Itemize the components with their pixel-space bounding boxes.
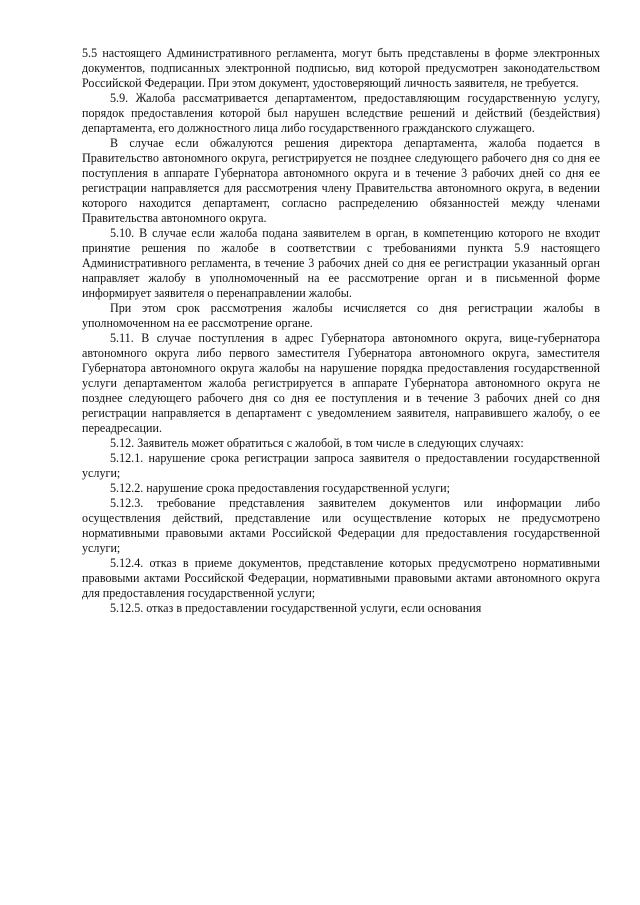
- paragraph-5-12-3: 5.12.3. требование представления заявителем документов или информации либо осуществления действий, представление или осуществление которых не предусмотрено нормативными правовыми актами Российской Федерации для предоставления государственной услуги;: [82, 496, 600, 555]
- paragraph-5-12-4: 5.12.4. отказ в приеме документов, представление которых предусмотрено нормативными правовыми актами Российской Федерации, нормативными правовыми актами автономного округа для предоставления государственной услуги;: [82, 556, 600, 600]
- paragraph-5-12-5: 5.12.5. отказ в предоставлении государственной услуги, если основания: [110, 601, 482, 615]
- paragraph-5-12: 5.12. Заявитель может обратиться с жалобой, в том числе в следующих случаях:: [110, 436, 524, 450]
- paragraph-5-12-2: 5.12.2. нарушение срока предоставления государственной услуги;: [110, 481, 451, 495]
- paragraph-5-10: 5.10. В случае если жалоба подана заявителем в орган, в компетенцию которого не входит принятие решения по жалобе в соответствии с требованиями пункта 5.9 настоящего Административного регламента, в течение 3 рабочих дней со дня ее регистрации указанный орган направляет жалобу в уполномоченный на ее рассмотрение орган и в письменной форме информирует заявителя о перенаправлении жалобы.: [82, 226, 600, 300]
- document-page: [82, 46, 600, 616]
- paragraph-5-11: 5.11. В случае поступления в адрес Губернатора автономного округа, вице-губернатора автономного округа либо первого заместителя Губернатора автономного округа, заместителя Губернатора автономного округа жалобы на нарушение порядка предоставления государственной услуги департаментом жалоба регистрируется в аппарате Губернатора автономного округа не позднее следующего рабочего дня со дня ее поступления и в течение 3 рабочих дней со дня регистрации направляется в департамент с уведомлением заявителя, направившего жалобу, о ее переадресации.: [82, 331, 600, 435]
- paragraph-director-complaint: В случае если обжалуются решения директора департамента, жалоба подается в Правительство автономного округа, регистрируется не позднее следующего рабочего дня со дня ее поступления в аппарате Губернатора автономного округа и в течение 3 рабочих дней со дня ее регистрации направляется для рассмотрения члену Правительства автономного округа, в ведении которого находится департамент, согласно распределению обязанностей между членами Правительства автономного округа.: [82, 136, 600, 225]
- paragraph-5-9: 5.9. Жалоба рассматривается департаментом, предоставляющим государственную услугу, порядок предоставления которой был нарушен вследствие решений и действий (бездействия) департамента, его должностного лица либо государственного гражданского служащего.: [82, 91, 600, 135]
- paragraph-5-5-continuation: 5.5 настоящего Административного регламента, могут быть представлены в форме электронных документов, подписанных электронной подписью, вид которой предусмотрен законодательством Российской Федерации. При этом документ, удостоверяющий личность заявителя, не требуется.: [82, 46, 600, 90]
- paragraph-5-12-1: 5.12.1. нарушение срока регистрации запроса заявителя о предоставлении государственной услуги;: [82, 451, 600, 480]
- paragraph-review-period: При этом срок рассмотрения жалобы исчисляется со дня регистрации жалобы в уполномоченном на ее рассмотрение органе.: [82, 301, 600, 330]
